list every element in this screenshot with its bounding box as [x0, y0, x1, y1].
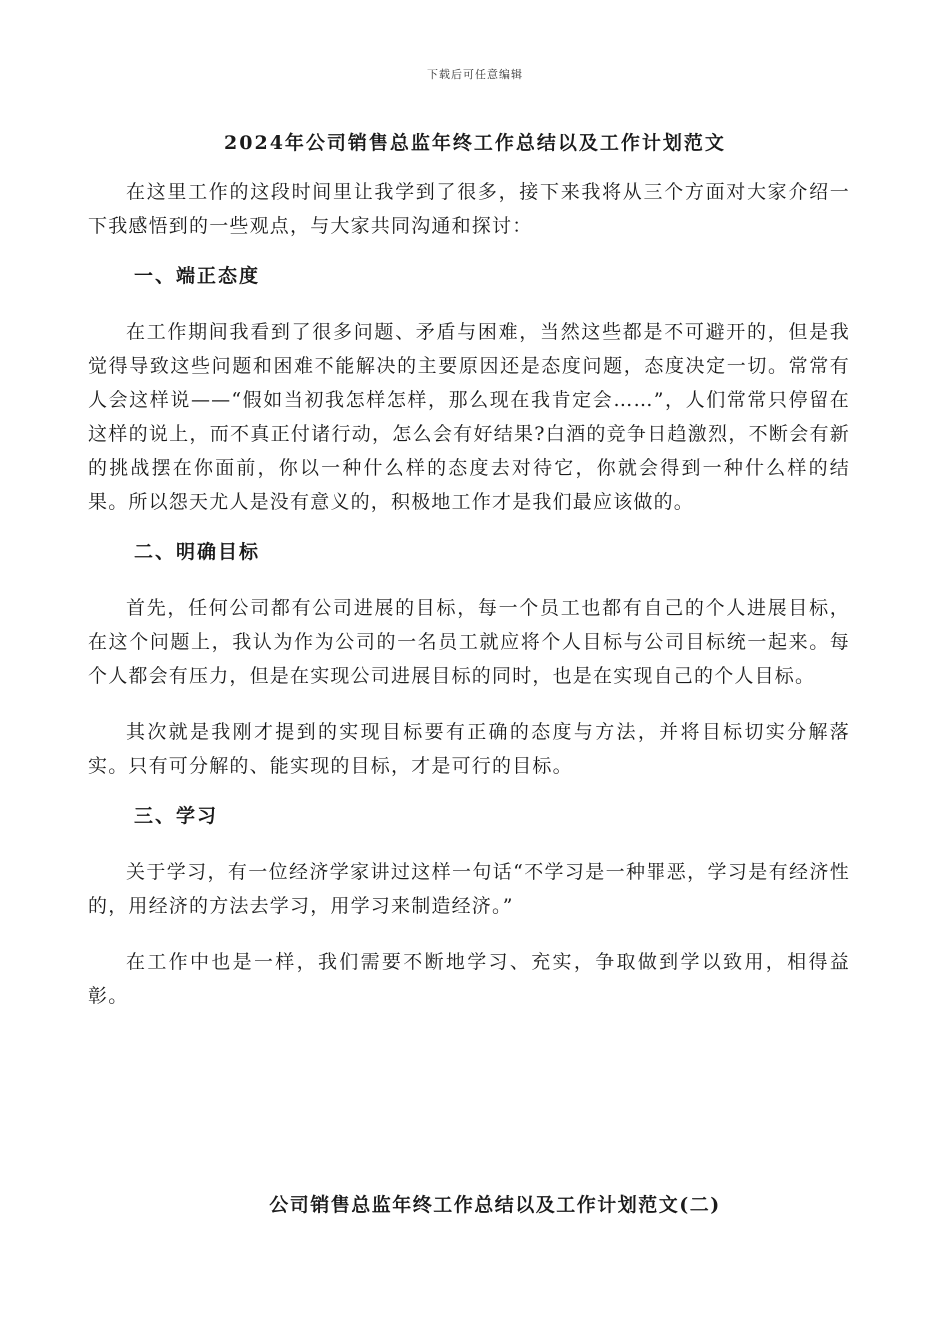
section-heading-attitude: 一、端正态度 [134, 265, 261, 287]
section-paragraph: 关于学习，有一位经济学家讲过这样一句话“不学习是一种罪恶，学习是有经济性的，用经济的方法去学习，用学习来制造经济。” [88, 861, 850, 917]
intro-paragraph: 在这里工作的这段时间里让我学到了很多，接下来我将从三个方面对大家介绍一下我感悟到的一些观点，与大家共同沟通和探讨： [88, 181, 850, 237]
section-heading-learning: 三、学习 [134, 805, 219, 827]
section-paragraph: 在工作中也是一样，我们需要不断地学习、充实，争取做到学以致用，相得益彰。 [88, 951, 850, 1007]
document-title: 2024年公司销售总监年终工作总结以及工作计划范文 [224, 132, 726, 154]
next-document-title: 公司销售总监年终工作总结以及工作计划范文(二) [269, 1194, 721, 1216]
section-heading-goals: 二、明确目标 [134, 541, 261, 563]
header-note: 下载后可任意编辑 [427, 68, 523, 81]
section-paragraph: 在工作期间我看到了很多问题、矛盾与困难，当然这些都是不可避开的，但是我觉得导致这些问题和困难不能解决的主要原因还是态度问题，态度决定一切。常常有人会这样说——“假如当初我怎样怎样，那么现在我肯定会……”，人们常常只停留在这样的说上，而不真正付诸行动，怎么会有好结果?白酒的竞争日趋激烈，不断会有新的挑战摆在你面前，你以一种什么样的态度去对待它，你就会得到一种什么样的结果。所以怨天尤人是没有意义的，积极地工作才是我们最应该做的。 [88, 321, 850, 513]
section-paragraph: 首先，任何公司都有公司进展的目标，每一个员工也都有自己的个人进展目标，在这个问题上，我认为作为公司的一名员工就应将个人目标与公司目标统一起来。每个人都会有压力，但是在实现公司进展目标的同时，也是在实现自己的个人目标。 [88, 597, 850, 687]
section-paragraph: 其次就是我刚才提到的实现目标要有正确的态度与方法，并将目标切实分解落实。只有可分解的、能实现的目标，才是可行的目标。 [88, 721, 850, 777]
document-body [88, 175, 850, 1013]
